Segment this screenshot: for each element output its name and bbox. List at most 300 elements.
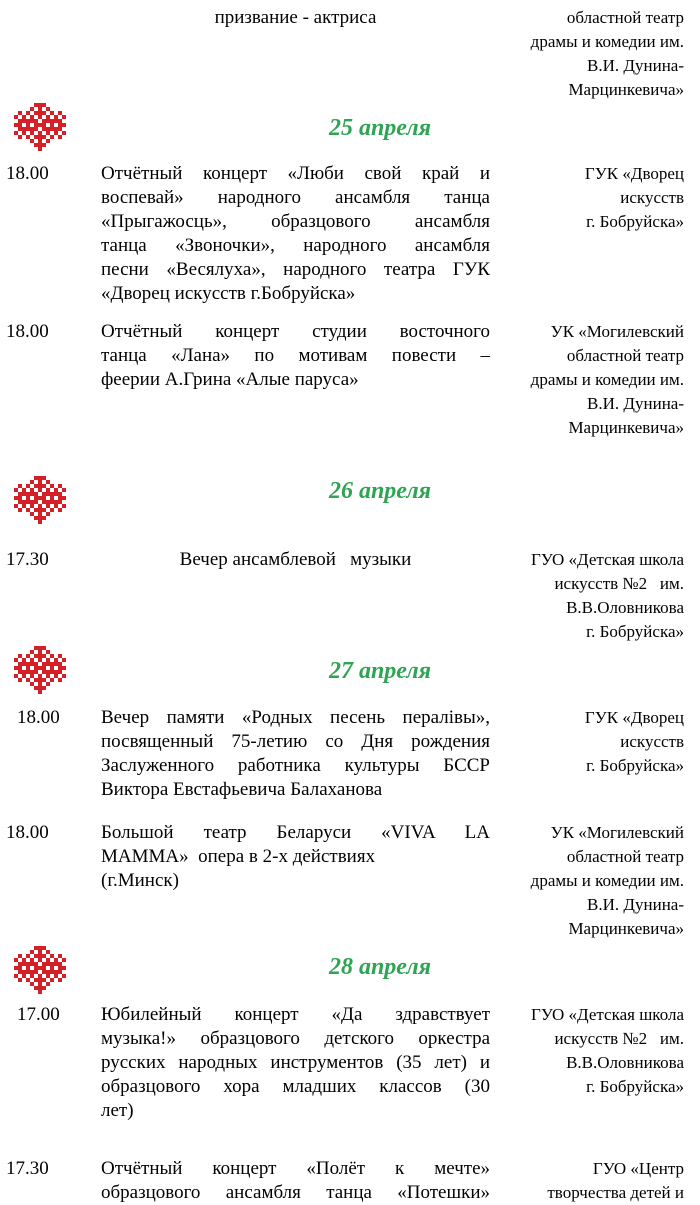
ornament-stitch [30, 504, 34, 508]
ornament-stitch [18, 978, 22, 982]
ornament-stitch [22, 504, 26, 508]
ornament-stitch [38, 986, 42, 990]
ornament-stitch [62, 974, 66, 978]
ornament-stitch [22, 131, 26, 135]
ornament-stitch [54, 970, 58, 974]
ornament-stitch [38, 990, 42, 994]
ornament-stitch [38, 123, 42, 127]
venue-line: драмы и комедии им. [530, 871, 684, 890]
ornament-stitch [42, 946, 46, 950]
event-description [101, 320, 490, 392]
ornament-stitch [58, 508, 62, 512]
ornament-stitch [26, 496, 30, 500]
ornament-stitch [34, 954, 38, 958]
ornament-stitch [46, 131, 50, 135]
event-description [101, 821, 490, 893]
ornament-stitch [58, 970, 62, 974]
date-heading [0, 646, 700, 696]
ornament-stitch [26, 123, 30, 127]
ornament-stitch [34, 666, 38, 670]
venue-line: искусств [620, 188, 684, 207]
ornament-stitch [46, 950, 50, 954]
ornament-stitch [58, 662, 62, 666]
ornament-stitch [38, 678, 42, 682]
ornament-stitch [38, 666, 42, 670]
ornament-stitch [34, 111, 38, 115]
ornament-stitch [46, 480, 50, 484]
description-line: песни «Весялуха», народного театра ГУК [101, 259, 490, 280]
ornament-stitch [34, 646, 38, 650]
description-line: призвание - актриса [214, 7, 377, 28]
venue-line: ГУО «Детская школа [531, 1005, 684, 1024]
ornament-stitch [34, 986, 38, 990]
ornament-stitch [62, 504, 66, 508]
venue-line: искусств [620, 732, 684, 751]
ornament-stitch [42, 978, 46, 982]
event-time: 17.30 [6, 1158, 49, 1179]
description-line: Юбилейный концерт «Да здравствует [101, 1004, 490, 1025]
venue-line: ГУК «Дворец [584, 708, 684, 727]
ornament-stitch [46, 682, 50, 686]
ornament-stitch [46, 674, 50, 678]
ornament-stitch [30, 512, 34, 516]
ornament-stitch [14, 131, 18, 135]
ornament-stitch [14, 966, 18, 970]
ornament-stitch [50, 970, 54, 974]
ornament-stitch [46, 670, 50, 674]
venue-line: УК «Могилевский [550, 322, 684, 341]
ornament-stitch [14, 674, 18, 678]
ornament-stitch [46, 492, 50, 496]
ornament-stitch [42, 500, 46, 504]
ornament-stitch [38, 950, 42, 954]
ornament-stitch [34, 123, 38, 127]
event-description [101, 1003, 490, 1123]
ornament-stitch [38, 658, 42, 662]
ornament-stitch [42, 127, 46, 131]
ornament-stitch [30, 139, 34, 143]
ornament-stitch [26, 127, 30, 131]
ornament-stitch [50, 500, 54, 504]
venue-line: Марцинкевича» [568, 418, 684, 437]
ornament-stitch [50, 127, 54, 131]
ornament-stitch [34, 970, 38, 974]
ornament-stitch [54, 492, 58, 496]
ornament-stitch [58, 496, 62, 500]
ornament-stitch [30, 119, 34, 123]
ornament-stitch [46, 982, 50, 986]
ornament-stitch [42, 476, 46, 480]
ornament-stitch [42, 143, 46, 147]
event-venue [484, 6, 684, 102]
ornament-stitch [18, 662, 22, 666]
venue-line: г. Бобруйска» [586, 622, 684, 641]
ornament-stitch [34, 492, 38, 496]
ornament-stitch [38, 690, 42, 694]
ornament-stitch [58, 127, 62, 131]
ornament-stitch [46, 139, 50, 143]
venue-line: драмы и комедии им. [530, 370, 684, 389]
venue-line: ГУК «Дворец [584, 164, 684, 183]
description-line: Вечер памяти «Родных песень пералівы», [101, 707, 490, 728]
ornament-stitch [18, 500, 22, 504]
ornament-stitch [30, 682, 34, 686]
ornament-stitch [46, 119, 50, 123]
ornament-stitch [50, 492, 54, 496]
ornament-stitch [14, 123, 18, 127]
ornament-stitch [34, 654, 38, 658]
belarusian-ornament-icon [14, 103, 66, 151]
ornament-stitch [34, 686, 38, 690]
ornament-stitch [26, 666, 30, 670]
ornament-stitch [26, 500, 30, 504]
ornament-stitch [26, 678, 30, 682]
ornament-stitch [26, 670, 30, 674]
ornament-stitch [42, 135, 46, 139]
ornament-stitch [34, 135, 38, 139]
belarusian-ornament-icon [14, 476, 66, 524]
belarusian-ornament-icon [14, 946, 66, 994]
ornament-stitch [62, 115, 66, 119]
description-line: (г.Минск) [101, 870, 179, 891]
ornament-stitch [14, 115, 18, 119]
ornament-stitch [42, 646, 46, 650]
ornament-stitch [50, 966, 54, 970]
ornament-stitch [54, 662, 58, 666]
ornament-stitch [34, 496, 38, 500]
ornament-stitch [42, 492, 46, 496]
ornament-stitch [38, 516, 42, 520]
venue-line: В.В.Оловникова [566, 598, 684, 617]
ornament-stitch [22, 670, 26, 674]
ornament-stitch [46, 107, 50, 111]
ornament-stitch [34, 978, 38, 982]
description-line: Заслуженного работника культуры БССР [101, 755, 490, 776]
description-line: Виктора Евстафьевича Балаханова [101, 779, 383, 800]
ornament-stitch [18, 484, 22, 488]
ornament-stitch [22, 127, 26, 131]
ornament-stitch [30, 488, 34, 492]
description-line: MAMMA» опера в 2-х действиях [101, 846, 376, 867]
venue-line: творчества детей и [547, 1183, 684, 1202]
ornament-stitch [30, 970, 34, 974]
ornament-stitch [38, 147, 42, 151]
ornament-stitch [38, 978, 42, 982]
ornament-stitch [50, 954, 54, 958]
ornament-stitch [18, 135, 22, 139]
ornament-stitch [54, 131, 58, 135]
ornament-stitch [62, 488, 66, 492]
ornament-stitch [30, 962, 34, 966]
ornament-stitch [50, 662, 54, 666]
date-heading [0, 946, 700, 996]
ornament-stitch [58, 678, 62, 682]
ornament-stitch [42, 666, 46, 670]
ornament-stitch [38, 131, 42, 135]
venue-line: г. Бобруйска» [586, 1077, 684, 1096]
ornament-stitch [26, 654, 30, 658]
venue-line: В.И. Дунина- [587, 895, 684, 914]
ornament-stitch [58, 670, 62, 674]
ornament-stitch [58, 954, 62, 958]
event-description [101, 162, 490, 306]
ornament-stitch [62, 131, 66, 135]
ornament-stitch [58, 484, 62, 488]
ornament-stitch [38, 674, 42, 678]
ornament-stitch [18, 119, 22, 123]
venue-line: областной театр [566, 847, 684, 866]
ornament-stitch [50, 978, 54, 982]
ornament-stitch [50, 670, 54, 674]
ornament-stitch [38, 682, 42, 686]
venue-line: областной театр [566, 346, 684, 365]
event-venue [484, 706, 684, 778]
ornament-stitch [42, 516, 46, 520]
ornament-stitch [22, 970, 26, 974]
ornament-stitch [50, 119, 54, 123]
ornament-stitch [50, 484, 54, 488]
ornament-stitch [30, 492, 34, 496]
ornament-stitch [54, 119, 58, 123]
ornament-stitch [30, 662, 34, 666]
ornament-stitch [34, 119, 38, 123]
ornament-stitch [22, 958, 26, 962]
date-title: 28 апреля [328, 954, 432, 980]
ornament-stitch [26, 954, 30, 958]
date-title: 25 апреля [328, 115, 432, 141]
ornament-stitch [34, 670, 38, 674]
description-line: Отчётный концерт «Полёт к мечте» [101, 1158, 490, 1179]
ornament-stitch [38, 982, 42, 986]
ornament-stitch [50, 496, 54, 500]
ornament-stitch [26, 662, 30, 666]
ornament-stitch [38, 958, 42, 962]
event-venue [484, 1003, 684, 1099]
ornament-stitch [54, 488, 58, 492]
ornament-stitch [38, 966, 42, 970]
venue-line: искусств №2 им. [554, 574, 684, 593]
ornament-stitch [42, 670, 46, 674]
ornament-stitch [42, 496, 46, 500]
ornament-stitch [58, 135, 62, 139]
date-heading [0, 103, 700, 153]
event-venue [484, 821, 684, 941]
ornament-stitch [38, 107, 42, 111]
ornament-stitch [54, 504, 58, 508]
ornament-stitch [38, 946, 42, 950]
ornament-stitch [18, 654, 22, 658]
event-time: 18.00 [6, 321, 49, 342]
venue-line: В.В.Оловникова [566, 1053, 684, 1072]
ornament-stitch [38, 650, 42, 654]
ornament-stitch [30, 131, 34, 135]
ornament-stitch [34, 662, 38, 666]
ornament-stitch [22, 962, 26, 966]
ornament-stitch [38, 686, 42, 690]
ornament-stitch [38, 488, 42, 492]
ornament-stitch [50, 508, 54, 512]
ornament-stitch [62, 966, 66, 970]
ornament-stitch [58, 111, 62, 115]
ornament-stitch [38, 974, 42, 978]
ornament-stitch [30, 974, 34, 978]
ornament-stitch [34, 500, 38, 504]
ornament-stitch [54, 127, 58, 131]
ornament-stitch [58, 962, 62, 966]
ornament-stitch [42, 123, 46, 127]
ornament-stitch [46, 504, 50, 508]
ornament-stitch [18, 508, 22, 512]
venue-line: драмы и комедии им. [530, 32, 684, 51]
ornament-stitch [26, 508, 30, 512]
ornament-stitch [30, 127, 34, 131]
ornament-stitch [62, 658, 66, 662]
ornament-stitch [22, 662, 26, 666]
ornament-stitch [34, 127, 38, 131]
ornament-stitch [18, 966, 22, 970]
ornament-stitch [18, 678, 22, 682]
ornament-stitch [26, 970, 30, 974]
ornament-stitch [58, 978, 62, 982]
ornament-stitch [30, 480, 34, 484]
description-line: «Дворец искусств г.Бобруйска» [101, 283, 356, 304]
description-line: музыка!» образцового детского оркестра [101, 1028, 490, 1049]
ornament-stitch [30, 958, 34, 962]
description-line: Большой театр Беларуси «VIVA LA [101, 822, 490, 843]
ornament-stitch [30, 107, 34, 111]
ornament-stitch [38, 139, 42, 143]
ornament-stitch [58, 500, 62, 504]
ornament-stitch [42, 986, 46, 990]
ornament-stitch [18, 962, 22, 966]
ornament-stitch [38, 504, 42, 508]
ornament-stitch [38, 143, 42, 147]
ornament-stitch [38, 512, 42, 516]
ornament-stitch [50, 962, 54, 966]
ornament-stitch [18, 127, 22, 131]
ornament-stitch [14, 496, 18, 500]
ornament-stitch [42, 966, 46, 970]
description-line: «Прыгажосць», образцового ансамбля [101, 211, 490, 232]
description-line: Отчётный концерт «Люби свой край и [101, 163, 490, 184]
ornament-stitch [26, 978, 30, 982]
ornament-stitch [42, 662, 46, 666]
ornament-stitch [30, 674, 34, 678]
event-venue [484, 162, 684, 234]
ornament-stitch [46, 500, 50, 504]
ornament-stitch [62, 123, 66, 127]
event-venue [484, 1157, 684, 1205]
ornament-stitch [38, 954, 42, 958]
venue-line: областной театр [566, 8, 684, 27]
venue-line: УК «Могилевский [550, 823, 684, 842]
date-title: 26 апреля [328, 478, 432, 504]
venue-line: искусств №2 им. [554, 1029, 684, 1048]
ornament-stitch [22, 500, 26, 504]
ornament-stitch [46, 650, 50, 654]
ornament-stitch [30, 500, 34, 504]
ornament-stitch [22, 674, 26, 678]
ornament-stitch [34, 476, 38, 480]
ornament-stitch [14, 958, 18, 962]
ornament-stitch [18, 954, 22, 958]
ornament-stitch [30, 982, 34, 986]
ornament-stitch [46, 662, 50, 666]
ornament-stitch [34, 678, 38, 682]
description-line: танца «Лана» по мотивам повести – [101, 345, 490, 366]
ornament-stitch [14, 658, 18, 662]
ornament-stitch [14, 974, 18, 978]
ornament-stitch [42, 484, 46, 488]
venue-line: ГУО «Центр [592, 1159, 684, 1178]
venue-line: Марцинкевича» [568, 919, 684, 938]
ornament-stitch [26, 111, 30, 115]
ornament-stitch [18, 123, 22, 127]
ornament-stitch [46, 127, 50, 131]
ornament-stitch [18, 492, 22, 496]
ornament-stitch [22, 488, 26, 492]
ornament-stitch [46, 488, 50, 492]
ornament-stitch [30, 115, 34, 119]
ornament-stitch [26, 962, 30, 966]
ornament-stitch [50, 123, 54, 127]
date-heading [0, 476, 700, 526]
venue-line: В.И. Дунина- [587, 394, 684, 413]
ornament-stitch [42, 962, 46, 966]
ornament-stitch [26, 135, 30, 139]
ornament-stitch [46, 658, 50, 662]
ornament-stitch [38, 115, 42, 119]
ornament-stitch [42, 970, 46, 974]
ornament-stitch [54, 115, 58, 119]
event-description [101, 706, 490, 802]
ornament-stitch [62, 958, 66, 962]
ornament-stitch [38, 476, 42, 480]
ornament-stitch [58, 666, 62, 670]
venue-line: ГУО «Детская школа [531, 550, 684, 569]
description-line: образцового хора младших классов (30 [101, 1076, 490, 1097]
ornament-stitch [50, 135, 54, 139]
ornament-stitch [38, 508, 42, 512]
ornament-stitch [22, 492, 26, 496]
ornament-stitch [26, 966, 30, 970]
ornament-stitch [34, 946, 38, 950]
event-time: 18.00 [6, 163, 49, 184]
ornament-stitch [62, 496, 66, 500]
ornament-stitch [58, 966, 62, 970]
ornament-stitch [38, 654, 42, 658]
ornament-stitch [54, 962, 58, 966]
ornament-stitch [58, 119, 62, 123]
description-line: посвященный 75-летию со Дня рождения [101, 731, 490, 752]
ornament-stitch [42, 954, 46, 958]
ornament-stitch [22, 658, 26, 662]
ornament-stitch [38, 103, 42, 107]
ornament-stitch [46, 962, 50, 966]
ornament-stitch [14, 488, 18, 492]
ornament-stitch [26, 484, 30, 488]
event-time: 18.00 [17, 707, 60, 728]
ornament-stitch [18, 970, 22, 974]
ornament-stitch [58, 123, 62, 127]
ornament-stitch [62, 674, 66, 678]
ornament-stitch [58, 492, 62, 496]
ornament-stitch [38, 496, 42, 500]
ornament-stitch [26, 492, 30, 496]
ornament-stitch [14, 504, 18, 508]
ornament-stitch [42, 111, 46, 115]
event-venue [484, 320, 684, 440]
